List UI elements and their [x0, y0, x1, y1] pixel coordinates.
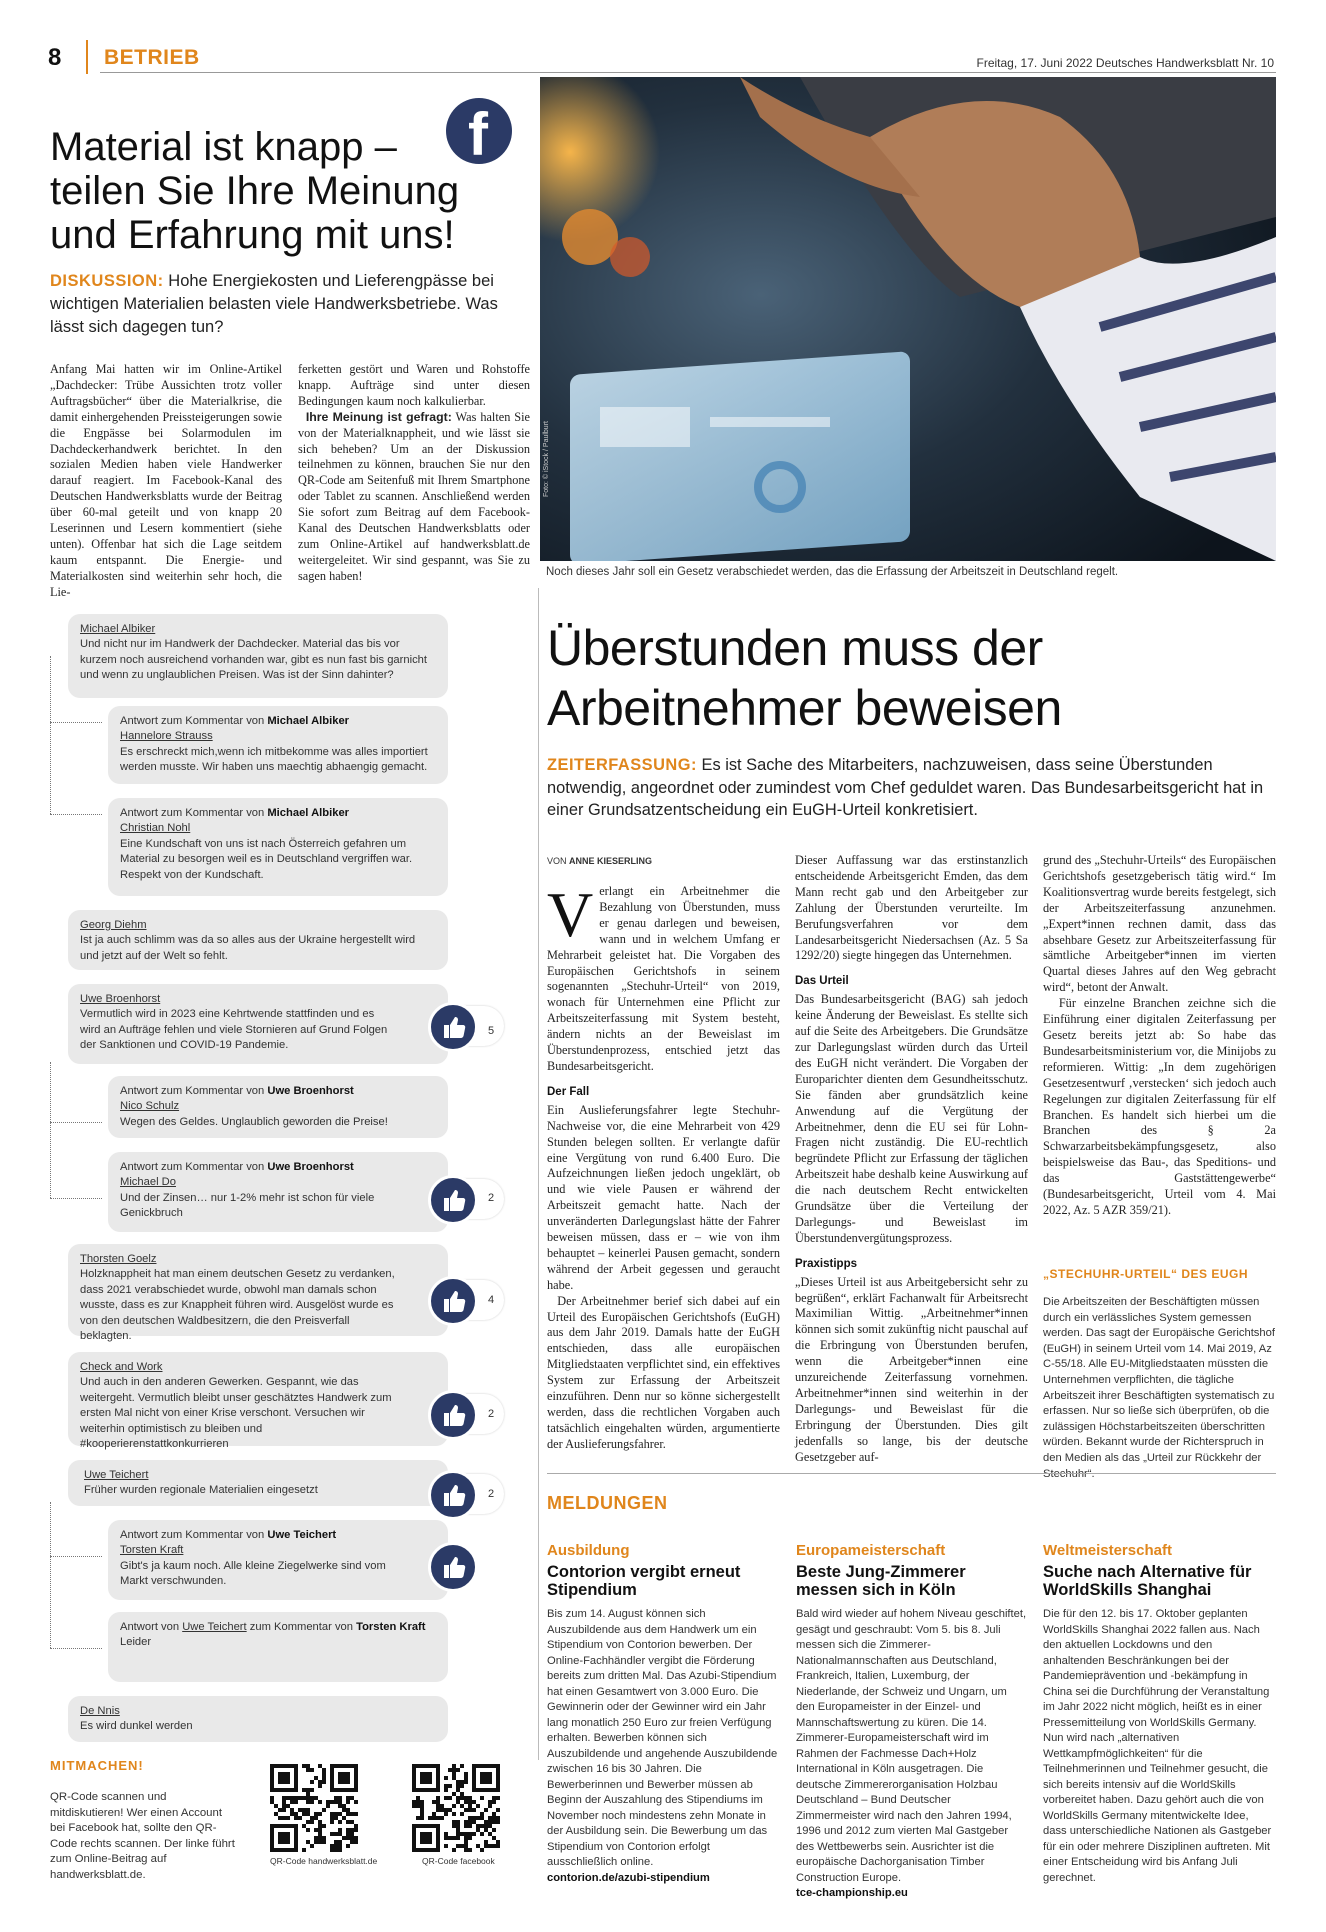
- thread-line: [50, 722, 102, 723]
- thread-line: [50, 1556, 51, 1648]
- qr-code[interactable]: [270, 1764, 358, 1852]
- paragraph: „Dieses Urteil ist aus Arbeitgebersicht sehr zu begrüßen“, erklärt Fachanwalt für Arbeitsrecht Maximilian Wittig. „Arbeitnehmer*innen können sich somit zukünftig nicht pauschal auf die Erbringung von Überstunden berufen, wenn die Arbeitgeber*innen eine unzureichende Zeiterfassung vornehmen. Arbeitnehmer*innen sind weiterhin in der Darlegungs- und Beweislast für die Erbringung der Überstunden. Dies gilt jedenfalls so lange, bis der deutsche Gesetzgeber auf-: [795, 1274, 1028, 1464]
- reply-prefix: Antwort von: [120, 1621, 183, 1633]
- thumbs-up-icon[interactable]: [428, 1542, 478, 1592]
- news-text: Bald wird wieder auf hohem Niveau geschiftet, gesägt und geschraubt: Vom 5. bis 8. Juli messen sich die Zimmerer-Nationalmannschaften aus Deutschland, Frankreich, Italien, Luxemburg, der Niederlande, der Schweiz und Ungarn, um den Europameister in der Einzel- und Mannschaftswertung zu küren. Die 14. Zimmerer-Europameisterschaft wird im Rahmen der Fachmesse Dach+Holz International in Köln ausgetragen. Die deutsche Zimmererorganisation Holzbau Deutschland – Bund Deutscher Zimmermeister wird nach den Jahren 1994, 1996 und 2012 zum vierten Mal Gastgeber des Wettbewerbs sein. Ausrichter ist die europäische Dachorganisation Timber Construction Europe.: [796, 1608, 1027, 1884]
- qr-caption: QR-Code handwerksblatt.de: [270, 1856, 378, 1866]
- page-number: 8: [48, 44, 62, 71]
- like-count: 2: [488, 1192, 495, 1204]
- thread-line: [50, 1648, 102, 1649]
- comment-text: Und der Zinsen… nur 1-2% mehr ist schon für viele Genickbruch: [120, 1191, 375, 1220]
- comment-author[interactable]: Uwe Teichert: [84, 1469, 149, 1481]
- mitmachen-text: QR-Code scannen und mitdiskutieren! Wer einen Account bei Facebook hat, sollte den QR-Code rechts scannen. Der linke führt zum Online-Beitrag auf handwerksblatt.de.: [50, 1791, 235, 1881]
- news-title: Contorion vergibt erneut Stipendium: [547, 1563, 741, 1599]
- like-count: 5: [488, 1025, 495, 1037]
- thread-line: [50, 722, 51, 814]
- comment-author[interactable]: Uwe Broenhorst: [80, 993, 161, 1005]
- reply-prefix: Antwort zum Kommentar von: [120, 1161, 268, 1173]
- comment-author[interactable]: De Nnis: [80, 1705, 120, 1717]
- comment-author[interactable]: Nico Schulz: [120, 1100, 180, 1113]
- comment-reply: [108, 1076, 448, 1138]
- article1-lead: [50, 270, 520, 339]
- comment: [68, 1244, 448, 1343]
- thread-line: [50, 1556, 102, 1557]
- byline: [547, 856, 652, 866]
- photo-caption: Noch dieses Jahr soll ein Gesetz verabschiedet werden, das die Erfassung der Arbeitszeit in Deutschland regelt.: [546, 566, 1119, 578]
- subheading: Der Fall: [547, 1085, 590, 1098]
- article2-title: Überstunden muss der Arbeitnehmer beweisen: [547, 620, 1062, 736]
- news-kicker: Weltmeisterschaft: [1043, 1542, 1172, 1559]
- header-divider: [86, 40, 88, 74]
- article1-column2: [298, 362, 530, 585]
- comment-text: Holzknappheit hat man einem deutschen Gesetz zu verdanken, dass 2021 verabschiedet wurde, obwohl man damals schon wusste, dass es zur Knappheit führen wird. Ausgelöst wurde es von den deutschen Waldbesitzern, die den Preisverfall beklagten.: [80, 1268, 395, 1343]
- comment-reply: [108, 798, 448, 896]
- article2-intro: erlangt ein Arbeitnehmer die Bezahlung von Überstunden, muss er genau darlegen und beweisen, wann und in welchem Umfang er Mehrarbeit geleistet hat. Die Vorgaben des Europäischen Gerichtshofs in seinem sogenannten „Stechuhr-Urteil“ von 2019, wonach für Unternehmen eine Pflicht zur Arbeitszeiterfassung mit System besteht, ändern nichts an der Beweislast im Überstundenprozess, entschied jetzt das Bundesarbeitsgericht.: [547, 884, 780, 1073]
- paragraph: Der Arbeitnehmer berief sich dabei auf ein Urteil des Europäischen Gerichtshofs (EuGH) aus dem Jahr 2019. Damals hatte der EuGH entschieden, dass alle europäischen Mitgliedstaaten verpflichtet sind, ein effektives System zur Erfassung der Arbeitszeit einzuführen. Denn nur so könne sichergestellt werden, dass die rechtlichen Vorgaben auch tatsächlich eingehalten würden, argumentierte der Auslieferungsfahrer.: [547, 1293, 780, 1451]
- thread-line: [50, 1062, 51, 1122]
- reply-prefix: Antwort zum Kommentar von: [120, 807, 268, 819]
- comment-text: Leider: [120, 1636, 152, 1649]
- photo-credit: Foto: © iStock / Paulburt: [543, 421, 550, 497]
- comment-text: Wegen des Geldes. Unglaublich geworden die Preise!: [120, 1115, 388, 1128]
- comment-text: Und auch in den anderen Gewerken. Gespannt, wie das weitergeht. Vermutlich bleibt unser geschätztes Handwerk zum ersten Mal nicht von einer Krise verschont. Versuchen wir weiterhin optimistisch zu bleiben und #kooperierenstattkonkurrieren: [80, 1376, 392, 1451]
- paragraph: Für einzelne Branchen zeichne sich die Einführung einer digitalen Zeiterfassung per Gesetz bereits jetzt ab: So habe das Bundesarbeitsministerium vor, die Minijobs zu reformieren. Wittig: „In dem zugehörigen Gesetzesentwurf ‚verstecken‘ sich jedoch auch Regelungen zur digitalen Zeiterfassung für elf Branchen. Es handelt sich hierbei um die Branchen des § 2a Schwarzarbeitsbekämpfungsgesetz, also beispielsweise das Bau-, das Speditions- und das Gaststättengewerbe“ (Bundesarbeitsgericht, Urteil vom 4. Mai 2022, Az. 5 AZR 359/21).: [1043, 996, 1276, 1217]
- article2-kicker: ZEITERFASSUNG:: [547, 756, 697, 774]
- news-title: Suche nach Alternative für WorldSkills Shanghai: [1043, 1563, 1252, 1599]
- news-link[interactable]: contorion.de/azubi-stipendium: [547, 1871, 710, 1884]
- meldungen-rule: [547, 1473, 1276, 1474]
- news-text: Bis zum 14. August können sich Auszubildende aus dem Handwerk um ein Stipendium von Contorion bewerben. Der Online-Fachhändler vergibt die Förderung bereits zum dritten Mal. Das Azubi-Stipendium hat einen Gesamtwert von 3.000 Euro. Die Gewinnerin oder der Gewinner wird ein Jahr lang monatlich 250 Euro zur freien Verfügung erhalten. Bewerben können sich Auszubildende und angehende Auszubildende zwischen 16 bis 30 Jahren. Die Bewerberinnen und Bewerber müssen ab Beginn der Auszahlung des Stipendiums im November noch mindestens zehn Monate in der Ausbildung sein. Die Bewerbung um das Stipendium von Contorion erfolgt ausschließlich online.: [547, 1608, 778, 1868]
- comment-reply: [108, 1520, 448, 1600]
- thread-line: [50, 814, 102, 815]
- thumbs-up-icon[interactable]: [428, 1276, 478, 1326]
- comment-text: Früher wurden regionale Materialien eingesetzt: [84, 1484, 318, 1497]
- byline-prefix: VON: [547, 856, 570, 866]
- thread-line: [50, 1122, 102, 1123]
- paragraph: Ein Auslieferungsfahrer legte Stechuhr-Nachweise vor, die eine Mehrarbeit von 429 Stunden belegen sollten. Er verlangte dafür eine Vergütung von rund 6.400 Euro. Die Aufzeichnungen ließen jedoch ungeklärt, ob und wie viele Pausen er während der Arbeitszeit gemacht hatte. Nach der unveränderten Darlegungslast hätte der Fahrer beweisen müssen, dass er – wie von ihm behauptet – keinerlei Pausen gemacht, sondern während der Arbeit gegessen und geraucht habe.: [547, 1102, 780, 1292]
- comment-text: Es erschreckt mich,wenn ich mitbekomme was alles importiert werden musste. Wir haben uns maechtig abhaengig gemacht.: [120, 745, 428, 774]
- comment-reply: [108, 1612, 448, 1682]
- facebook-icon: f: [446, 98, 512, 164]
- comment-reply: [108, 1152, 448, 1232]
- article1-title: Material ist knapp – teilen Sie Ihre Meinung und Erfahrung mit uns!: [50, 125, 460, 257]
- reply-prefix: Antwort zum Kommentar von: [120, 1529, 268, 1541]
- qr-caption: QR-Code facebook: [422, 1856, 495, 1866]
- comment-text: Eine Kundschaft von uns ist nach Österreich gefahren um Material zu besorgen weil es in Deutschland vergriffen war. Respekt von der Kundschaft.: [120, 837, 413, 881]
- comment-text: Vermutlich wird in 2023 eine Kehrtwende stattfinden und es wird an Aufträge fehlen und viele Stornieren auf Grund Folgen der Sanktionen und COVID-19 Pandemie.: [80, 1008, 388, 1052]
- comment: [68, 614, 448, 698]
- comment-reply: [108, 706, 448, 784]
- comment-author[interactable]: Georg Diehm: [80, 919, 147, 931]
- thread-line: [50, 1198, 102, 1199]
- reply-prefix: Antwort zum Kommentar von: [120, 715, 268, 727]
- thread-line: [50, 1122, 51, 1198]
- thumbs-up-icon[interactable]: [428, 1002, 478, 1052]
- author: ANNE KIESERLING: [569, 856, 653, 866]
- article2-lead-text: Es ist Sache des Mitarbeiters, nachzuweisen, dass seine Überstunden notwendig, angeordnet oder zumindest vom Chef geduldet waren. Das Bundesarbeitsgericht hat in einer Grundsatzentscheidung ein EuGH-Urteil konkretisiert.: [547, 756, 1264, 819]
- comment-author[interactable]: Torsten Kraft: [120, 1544, 184, 1557]
- infobox-text: Die Arbeitszeiten der Beschäftigten müssen durch ein verlässliches System gemessen werden. Das sagt der Europäische Gerichtshof (EuGH) in seinem Urteil vom 14. Mai 2019, Az C-55/18. Alle EU-Mitgliedstaaten müssten die Unternehmen verpflichten, die tägliche Arbeitszeit ihrer Beschäftigten systematisch zu erfassen. Nur so ließe sich überprüfen, ob die zulässigen Höchstarbeitszeiten überschritten würden. Bekannt wurde der Richterspruch in den Medien als das „Urteil zur Rückkehr der: [1043, 1296, 1275, 1464]
- comment-author[interactable]: Thorsten Goelz: [80, 1253, 157, 1265]
- comment-text: Es wird dunkel werden: [80, 1720, 193, 1733]
- comment: [68, 1696, 448, 1742]
- reply-to: Torsten Kraft: [356, 1621, 426, 1633]
- mitmachen-title: MITMACHEN!: [50, 1758, 144, 1773]
- dropcap: V: [547, 879, 594, 950]
- paragraph: Dieser Auffassung war das erstinstanzlich entscheidende Arbeitsgericht Emden, das dem Mann recht gab und den Arbeitgeber zur Zahlung der Überstunden verurteilte. Im Berufungsverfahren vor dem Landesarbeitsgericht Niedersachsen (Az. 5 Sa 1292/20) siegte hingegen das Unternehmen.: [795, 853, 1028, 963]
- comment-text: Gibt's ja kaum noch. Alle kleine Ziegelwerke sind vom Markt verschwunden.: [120, 1559, 386, 1588]
- reply-to: Uwe Broenhorst: [267, 1085, 354, 1097]
- comment: [68, 1352, 448, 1451]
- qr-code[interactable]: [412, 1764, 500, 1852]
- like-count: 2: [488, 1408, 495, 1420]
- article1-lead-text: Hohe Energiekosten und Lieferengpässe bei wichtigen Materialien belasten viele Handwerksbetriebe. Was lässt sich dagegen tun?: [50, 272, 498, 336]
- news-item: [547, 1542, 779, 1886]
- article2-column1: [547, 879, 780, 1453]
- article1-col2-sub: Ihre Meinung ist gefragt:: [305, 409, 452, 424]
- news-title: Beste Jung-Zimmerer messen sich in Köln: [796, 1563, 966, 1599]
- article1-col2b: Was halten Sie von der Materialknappheit, und wie lässt sie sich beheben? Um an der Diskussion teilnehmen zu können, brauchen Sie nur den QR-Code am Seitenfuß mit Ihrem Smartphone oder Tablet zu scannen. Anschließend werden Sie sofort zum Beitrag auf dem Facebook-Kanal des Deutschen Handwerksblatts oder zum Online-Artikel auf handwerksblatt.de weitergeleitet. Wir sind gespannt, was Sie zu sagen haben!: [298, 409, 530, 583]
- like-count: 2: [488, 1488, 495, 1500]
- comment-author[interactable]: Michael Albiker: [80, 623, 156, 635]
- news-text: Die für den 12. bis 17. Oktober geplanten WorldSkills Shanghai 2022 fallen aus. Nach den aktuellen Lockdowns und den anhaltenden Beschränkungen bei der Pandemieprävention und -bekämpfung in China sei die Durchführung der Veranstaltung im Jahr 2022 nicht möglich, heißt es in einer Pressemitteilung von WorldSkills Germany. Nun wird nach „alternativen Wettkampfmöglichkeiten“ für die Teilnehmerinnen und Teilnehmer gesucht, die sich bereits intensiv auf die WorldSkills vorbereitet haben. Dazu gehört auch die von WorldSkills Germany mitentwickelte Idee, dass unterschiedliche Nationen als Gastgeber für ein oder mehrere Disziplinen auftreten. Mit einer Entscheidung wird bis Anfang Juli gerechnet.: [1043, 1608, 1272, 1884]
- article2-column2: [795, 853, 1028, 1466]
- reply-to: Michael Albiker: [267, 715, 350, 727]
- article2-column3: [1043, 853, 1276, 1219]
- section-title: BETRIEB: [104, 46, 200, 69]
- header-rule: [100, 72, 1276, 73]
- article1-col2a: ferketten gestört und Waren und Rohstoffe knapp. Aufträge sind unter diesen Bedingungen kaum noch kalkulierbar.: [298, 362, 530, 408]
- meldungen-title: MELDUNGEN: [547, 1493, 668, 1513]
- infobox-title: „STECHUHR-URTEIL“ DES EUGH: [1043, 1267, 1249, 1281]
- news-item: [796, 1542, 1028, 1902]
- reply-mid: zum Kommentar von: [246, 1621, 357, 1633]
- subheading: Das Urteil: [795, 975, 849, 988]
- comment-author[interactable]: Check and Work: [80, 1361, 163, 1373]
- thumbs-up-icon[interactable]: [428, 1390, 478, 1440]
- thread-line: [50, 1502, 51, 1556]
- reply-prefix: Antwort zum Kommentar von: [120, 1085, 268, 1097]
- comment-text: Und nicht nur im Handwerk der Dachdecker. Material das bis vor kurzem noch ausreichend vorhanden war, gibt es nun fast bis garnicht und wenn zu unglaublichen Preisen. Was ist der Sinn dahinter?: [80, 638, 428, 682]
- article1-column1: Anfang Mai hatten wir im Online-Artikel „Dachdecker: Trübe Aussichten trotz voller Auftragsbücher“ über die Materialkrise, die damit einhergehenden Preissteigerungen sowie die Engpässe bei Solarmodulen im Dachdeckerhandwerk berichtet. In den sozialen Medien haben viele Handwerker darauf reagiert. Im Facebook-Kanal des Deutschen Handwerksblatts wurde der Beitrag über 60-mal geteilt und von knapp 20 Leserinnen und Lesern kommentiert (siehe unten). Offenbar hat sich die Lage seitdem kaum entspannt. Die Energie- und Materialkosten sind weiterhin sehr hoch, die Lie-: [50, 362, 282, 599]
- column-divider: [538, 588, 539, 1760]
- subheading: Praxistipps: [795, 1257, 857, 1270]
- comment: [68, 984, 448, 1064]
- comment-author[interactable]: Christian Nohl: [120, 822, 191, 835]
- reply-to: Uwe Teichert: [267, 1529, 337, 1541]
- reply-from[interactable]: Uwe Teichert: [182, 1621, 247, 1633]
- comment: [68, 1460, 448, 1506]
- thumbs-up-icon[interactable]: [428, 1175, 478, 1225]
- article2-lead: [547, 754, 1277, 822]
- article1-kicker: DISKUSSION:: [50, 272, 164, 290]
- reply-to: Michael Albiker: [267, 807, 350, 819]
- comment-author[interactable]: Hannelore Strauss: [120, 730, 213, 743]
- paragraph: grund des „Stechuhr-Urteils“ des Europäischen Gerichtshofs gesetzgeberisch tätig wird.“ Im Koalitionsvertrag wurde bereits festgelegt, sich der Arbeitszeiterfassung anzunehmen. „Expert*innen rechnen damit, dass das absehbare Gesetz zur Arbeitszeiterfassung für sämtliche Arbeitgeber*innen im vierten Quartal dieses Jahres auf den Weg gebracht wird“, betont der Anwalt.: [1043, 853, 1276, 995]
- dateline: Freitag, 17. Juni 2022 Deutsches Handwerksblatt Nr. 10: [976, 56, 1274, 70]
- news-kicker: Europameisterschaft: [796, 1542, 946, 1559]
- article-photo: [540, 77, 1276, 561]
- news-item: [1043, 1542, 1275, 1886]
- thumbs-up-icon[interactable]: [428, 1470, 478, 1520]
- news-link[interactable]: tce-championship.eu: [796, 1887, 908, 1899]
- thread-line: [50, 656, 51, 722]
- comment-author[interactable]: Michael Do: [120, 1176, 176, 1189]
- paragraph: Das Bundesarbeitsgericht (BAG) sah jedoch keine Änderung der Beweislast. Es stellte sich auf die Seite des Arbeitgebers. Die Grundsätze zur Darlegungslast würden durch das Urteil des EuGH nicht verändert. Die Vorgaben der Europarichter dienten dem Gesundheitsschutz. Sie fänden aber grundsätzlich keine Anwendung auf die Vergütung der Arbeitnehmer, denn die EU sei für Lohn-Fragen nicht zuständig. Die EU-rechtlich begründete Pflicht zur Erfassung der täglichen Arbeitszeit habe deshalb keine Auswirkung auf die nach deutschem Recht entwickelten Grundsätze über die Verteilung der Darlegungs- und Beweislast im Überstundenvergütungsprozess.: [795, 992, 1028, 1245]
- like-count: 4: [488, 1294, 495, 1306]
- reply-to: Uwe Broenhorst: [267, 1161, 354, 1173]
- comment: [68, 910, 448, 970]
- comment-text: Ist ja auch schlimm was da so alles aus der Ukraine hergestellt wird und jetzt auf der Welt so fehlt.: [80, 934, 416, 962]
- news-kicker: Ausbildung: [547, 1542, 630, 1559]
